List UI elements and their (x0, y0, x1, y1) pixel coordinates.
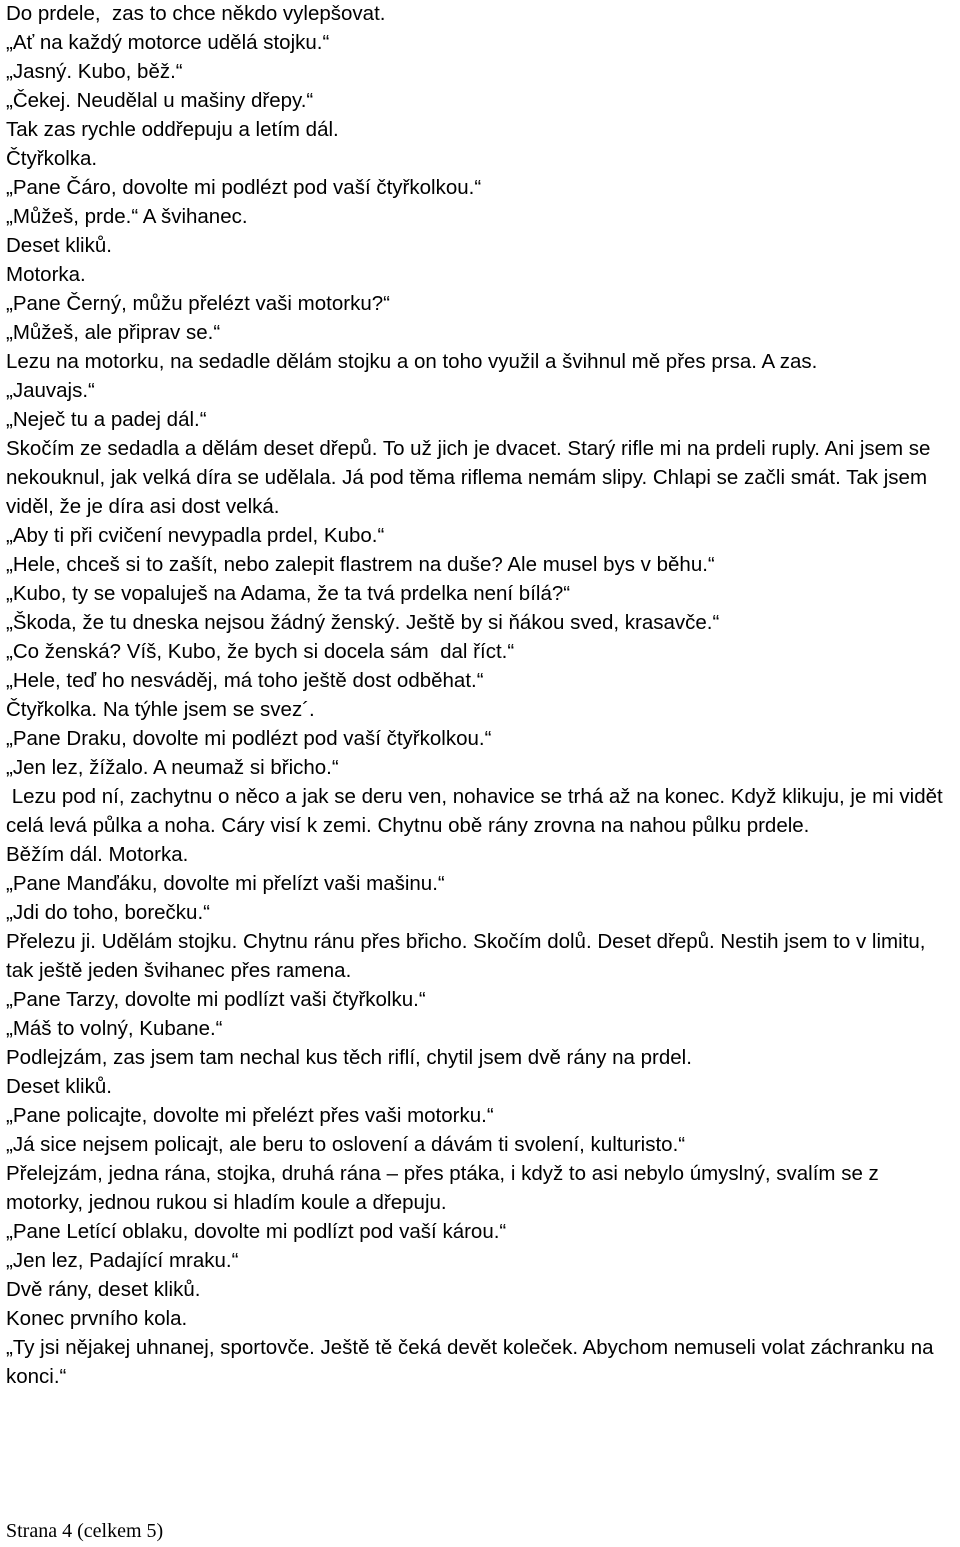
paragraph: „Pane Letící oblaku, dovolte mi podlízt pod vaší károu.“ (6, 1220, 507, 1243)
paragraph: „Pane Manďáku, dovolte mi přelízt vaši mašinu.“ (6, 872, 445, 895)
document-body (6, 0, 956, 1391)
paragraph: Lezu pod ní, zachytnu o něco a jak se deru ven, nohavice se trhá až na konec. Když klikuju, je mi vidět celá levá půlka a noha. Cáry visí k zemi. Chytnu obě rány zrovna na nahou půlku prdele. (6, 785, 949, 837)
paragraph: „Můžeš, ale připrav se.“ (6, 321, 221, 344)
paragraph: „Pane Tarzy, dovolte mi podlízt vaši čtyřkolku.“ (6, 988, 426, 1011)
paragraph: Motorka. (6, 263, 86, 286)
paragraph: „Ať na každý motorce udělá stojku.“ (6, 31, 330, 54)
paragraph: „Kubo, ty se vopaluješ na Adama, že ta tvá prdelka není bílá?“ (6, 582, 571, 605)
paragraph: „Pane policajte, dovolte mi přelézt přes vaši motorku.“ (6, 1104, 494, 1127)
paragraph: „Co ženská? Víš, Kubo, že bych si docela sám dal říct.“ (6, 640, 515, 663)
paragraph: „Jasný. Kubo, běž.“ (6, 60, 183, 83)
paragraph: „Pane Černý, můžu přelézt vaši motorku?“ (6, 292, 390, 315)
paragraph: Běžím dál. Motorka. (6, 843, 189, 866)
paragraph: Přelezu ji. Udělám stojku. Chytnu ránu přes břicho. Skočím dolů. Deset dřepů. Nestih jsem to v limitu, tak ještě jeden švihanec přes ramena. (6, 930, 932, 982)
paragraph: „Jauvajs.“ (6, 379, 95, 402)
paragraph: „Aby ti při cvičení nevypadla prdel, Kubo.“ (6, 524, 385, 547)
paragraph: Přelejzám, jedna rána, stojka, druhá rána – přes ptáka, i když to asi nebylo úmyslný, svalím se z motorky, jednou rukou si hladím koule a dřepuju. (6, 1162, 885, 1214)
page-number-footer: Strana 4 (celkem 5) (6, 1520, 164, 1542)
paragraph: Konec prvního kola. (6, 1307, 188, 1330)
paragraph: „Neječ tu a padej dál.“ (6, 408, 207, 431)
paragraph: „Můžeš, prde.“ A švihanec. (6, 205, 248, 228)
paragraph: „Jen lez, žížalo. A neumaž si břicho.“ (6, 756, 339, 779)
paragraph: „Jen lez, Padající mraku.“ (6, 1249, 239, 1272)
paragraph: „Hele, teď ho nesváděj, má toho ještě dost odběhat.“ (6, 669, 484, 692)
paragraph: Tak zas rychle oddřepuju a letím dál. (6, 118, 339, 141)
paragraph: „Čekej. Neudělal u mašiny dřepy.“ (6, 89, 314, 112)
paragraph: Čtyřkolka. Na týhle jsem se svez´. (6, 698, 315, 721)
paragraph: Dvě rány, deset kliků. (6, 1278, 201, 1301)
paragraph: Do prdele, zas to chce někdo vylepšovat. (6, 2, 386, 25)
paragraph: „Pane Čáro, dovolte mi podlézt pod vaší čtyřkolkou.“ (6, 176, 482, 199)
paragraph: Deset kliků. (6, 234, 112, 257)
paragraph: Deset kliků. (6, 1075, 112, 1098)
paragraph: Skočím ze sedadla a dělám deset dřepů. To už jich je dvacet. Starý rifle mi na prdeli ruply. Ani jsem se nekouknul, jak velká díra se udělala. Já pod těma riflema nemám slipy. Chlapi se začli smát. Tak jsem viděl, že je díra asi dost velká. (6, 437, 937, 518)
paragraph: „Ty jsi nějakej uhnanej, sportovče. Ještě tě čeká devět koleček. Abychom nemuseli volat záchranku na konci.“ (6, 1336, 940, 1388)
paragraph: „Máš to volný, Kubane.“ (6, 1017, 223, 1040)
paragraph: „Já sice nejsem policajt, ale beru to oslovení a dávám ti svolení, kulturisto.“ (6, 1133, 686, 1156)
paragraph: „Hele, chceš si to zašít, nebo zalepit flastrem na duše? Ale musel bys v běhu.“ (6, 553, 715, 576)
paragraph: „Škoda, že tu dneska nejsou žádný ženský. Ještě by si ňákou sved, krasavče.“ (6, 611, 720, 634)
paragraph: Lezu na motorku, na sedadle dělám stojku a on toho využil a švihnul mě přes prsa. A zas. (6, 350, 818, 373)
paragraph: „Jdi do toho, borečku.“ (6, 901, 210, 924)
paragraph: Čtyřkolka. (6, 147, 98, 170)
paragraph: Podlejzám, zas jsem tam nechal kus těch riflí, chytil jsem dvě rány na prdel. (6, 1046, 692, 1069)
paragraph: „Pane Draku, dovolte mi podlézt pod vaší čtyřkolkou.“ (6, 727, 492, 750)
